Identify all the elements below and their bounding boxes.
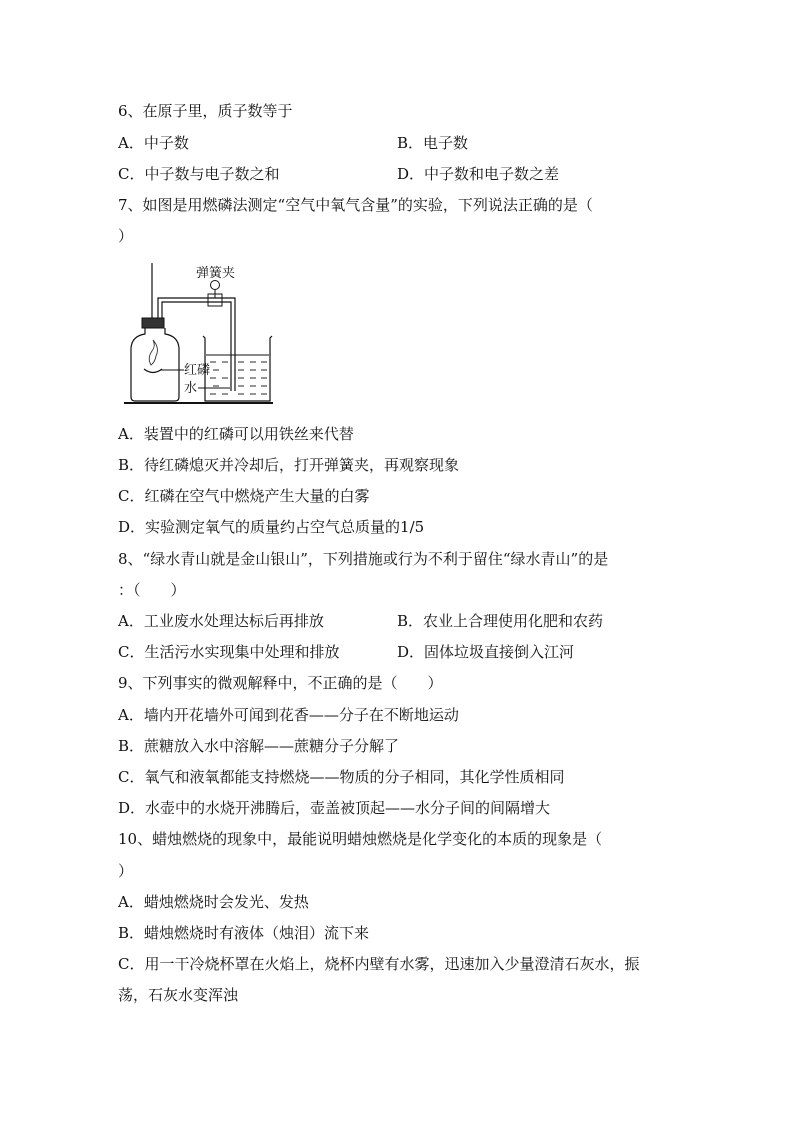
- q9-option-c: C．氧气和液氧都能支持燃烧——物质的分子相同，其化学性质相同: [118, 768, 565, 786]
- stopper: [142, 318, 164, 328]
- flame: [149, 340, 157, 365]
- q8-option-c: C．生活污水实现集中处理和排放: [118, 643, 340, 661]
- q10-stem-line2: ）: [118, 862, 134, 880]
- q9-stem: 9、下列事实的微观解释中，不正确的是（ ）: [118, 674, 443, 692]
- q7-option-b: B．待红磷熄灭并冷却后，打开弹簧夹，再观察现象: [118, 456, 460, 474]
- q6-option-b: B．电子数: [397, 134, 469, 152]
- q8-option-a: A．工业废水处理达标后再排放: [118, 612, 324, 630]
- q10-option-b: B．蜡烛燃烧时有液体（烛泪）流下来: [118, 924, 370, 942]
- q7-stem-line1: 7、如图是用燃磷法测定“空气中氧气含量”的实验，下列说法正确的是（: [118, 196, 593, 214]
- q7-option-c: C．红磷在空气中燃烧产生大量的白雾: [118, 487, 370, 505]
- q8-option-d: D．固体垃圾直接倒入江河: [397, 643, 575, 661]
- q6-option-c: C．中子数与电子数之和: [118, 165, 280, 183]
- q7-option-a: A．装置中的红磷可以用铁丝来代替: [118, 425, 354, 443]
- label-red-phosphorus: 红磷: [184, 363, 211, 378]
- spring-clip: [211, 281, 220, 290]
- q7-stem-line2: ）: [118, 227, 134, 245]
- q6-stem: 6、在原子里，质子数等于: [118, 102, 293, 120]
- q9-option-a: A．墙内开花墙外可闻到花香——分子在不断地运动: [118, 706, 459, 724]
- collecting-bottle: [131, 328, 179, 401]
- label-spring-clip: 弹簧夹: [196, 266, 236, 281]
- combustion-spoon: [144, 369, 162, 373]
- q8-stem-line2: ：（ ）: [118, 581, 186, 599]
- q9-option-d: D．水壶中的水烧开沸腾后，壶盖被顶起——水分子间的间隔增大: [118, 799, 551, 817]
- q10-stem-line1: 10、蜡烛燃烧的现象中，最能说明蜡烛燃烧是化学变化的本质的现象是（: [118, 830, 603, 848]
- q10-option-c-line1: C．用一干冷烧杯罩在火焰上，烧杯内壁有水雾，迅速加入少量澄清石灰水，振: [118, 955, 640, 973]
- q7-option-d: D．实验测定氧气的质量约占空气总质量的1/5: [118, 518, 425, 536]
- q6-option-a: A．中子数: [118, 134, 189, 152]
- q8-option-b: B．农业上合理使用化肥和农药: [397, 612, 604, 630]
- phosphorus-experiment-figure: [120, 258, 280, 408]
- beaker: [203, 336, 272, 401]
- q10-option-a: A．蜡烛燃烧时会发光、发热: [118, 893, 309, 911]
- q9-option-b: B．蔗糖放入水中溶解——蔗糖分子分解了: [118, 737, 400, 755]
- water-fill: [210, 362, 267, 394]
- q8-stem-line1: 8、“绿水青山就是金山银山”，下列措施或行为不利于留住“绿水青山”的是: [118, 550, 609, 568]
- label-water: 水: [184, 381, 198, 396]
- q10-option-c-line2: 荡，石灰水变浑浊: [118, 986, 239, 1004]
- q6-option-d: D．中子数和电子数之差: [397, 165, 560, 183]
